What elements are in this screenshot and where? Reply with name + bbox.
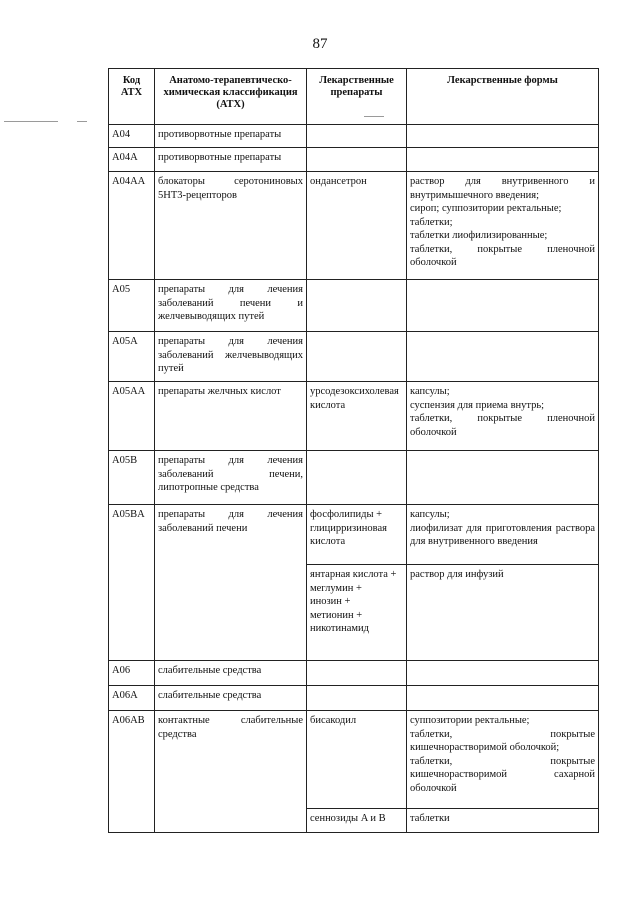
row-code: A05 [109,280,155,332]
page-number: 87 [312,36,328,52]
form-line: капсулы; [410,509,450,520]
row-forms [407,711,599,809]
row-drug [307,686,407,711]
row-drug [307,125,407,148]
atx-table [108,68,599,833]
row-drug: урсодезоксихолевая кислота [307,382,407,451]
row-classification: препараты для лечения заболеваний печени, липотропные средства [155,451,307,505]
form-line: лиофилизат для приготовления раствора для внутривенного введения [410,522,595,547]
row-classification: препараты для лечения заболеваний печени [155,505,307,661]
table-row [109,382,599,451]
table-row [109,172,599,280]
row-forms [407,280,599,332]
table-row [109,711,599,809]
table-row [109,451,599,505]
form-line: таблетки лиофилизированные; [410,230,548,241]
row-forms [407,686,599,711]
row-drug [307,280,407,332]
table-row [109,332,599,382]
form-line: таблетки, покрытые пленочной оболочкой [410,243,595,268]
left-margin-mark-2 [77,121,87,122]
row-code: A05B [109,451,155,505]
row-drug: ондансетрон [307,172,407,280]
row-classification: контактные слабительные средства [155,711,307,833]
row-classification: противорвотные препараты [155,125,307,148]
row-drug: сеннозиды A и B [307,809,407,833]
row-code: A05BA [109,505,155,661]
row-classification: препараты для лечения заболеваний печени и желчевыводящих путей [155,280,307,332]
row-code: A04A [109,148,155,172]
table-row [109,686,599,711]
row-forms [407,565,599,661]
row-forms [407,172,599,280]
header-classification: Анатомо-терапевтическо-химическая классификация (АТХ) [155,69,307,125]
row-code: A04AA [109,172,155,280]
drug-line: метионин + [310,609,363,621]
row-forms [407,451,599,505]
form-line: раствор для внутривенного и внутримышечного введения; [410,176,595,201]
row-drug: бисакодил [307,711,407,809]
table-row [109,661,599,686]
row-classification: противорвотные препараты [155,148,307,172]
row-classification: слабительные средства [155,661,307,686]
row-drug [307,148,407,172]
row-forms [407,505,599,565]
form-line: таблетки, покрытые кишечнорастворимой оболочкой; [410,728,595,753]
drug-line: никотинамид [310,623,370,634]
row-classification: препараты для лечения заболеваний желчевыводящих путей [155,332,307,382]
table-row [109,505,599,565]
row-forms [407,148,599,172]
row-code: A06AB [109,711,155,833]
left-margin-mark [4,121,58,122]
row-forms [407,332,599,382]
row-drug [307,565,407,661]
form-line: капсулы; [410,386,450,397]
row-code: A06A [109,686,155,711]
row-drug [307,661,407,686]
row-forms [407,125,599,148]
header-forms: Лекарственные формы [407,69,599,125]
row-code: A05A [109,332,155,382]
form-line: суппозитории ректальные; [410,715,530,726]
row-drug [307,451,407,505]
row-forms [407,661,599,686]
drug-line: меглумин + [310,582,362,594]
form-line: таблетки, покрытые кишечнорастворимой сахарной оболочкой [410,755,595,794]
drug-line: инозин + [310,596,351,607]
header-code: Код АТХ [109,69,155,125]
form-line: раствор для инфузий [410,569,504,580]
drug-line: янтарная кислота + [310,569,397,580]
row-code: A06 [109,661,155,686]
row-classification: блокаторы серотониновых 5HT3-рецепторов [155,172,307,280]
form-line: таблетки; [410,216,453,228]
table-row [109,125,599,148]
row-forms [407,809,599,833]
row-forms [407,382,599,451]
row-code: A05AA [109,382,155,451]
form-line: сироп; суппозитории ректальные; [410,203,562,214]
table-row [109,148,599,172]
form-line: суспензия для приема внутрь; [410,399,545,411]
form-line: таблетки, покрытые пленочной оболочкой [410,413,595,438]
row-classification: препараты желчных кислот [155,382,307,451]
row-drug: фосфолипиды + глицирризиновая кислота [307,505,407,565]
row-drug [307,332,407,382]
table-row [109,280,599,332]
header-drugs: Лекарственные препараты [307,69,407,125]
header-row [109,69,599,125]
form-line: таблетки [410,813,450,824]
row-classification: слабительные средства [155,686,307,711]
row-code: A04 [109,125,155,148]
